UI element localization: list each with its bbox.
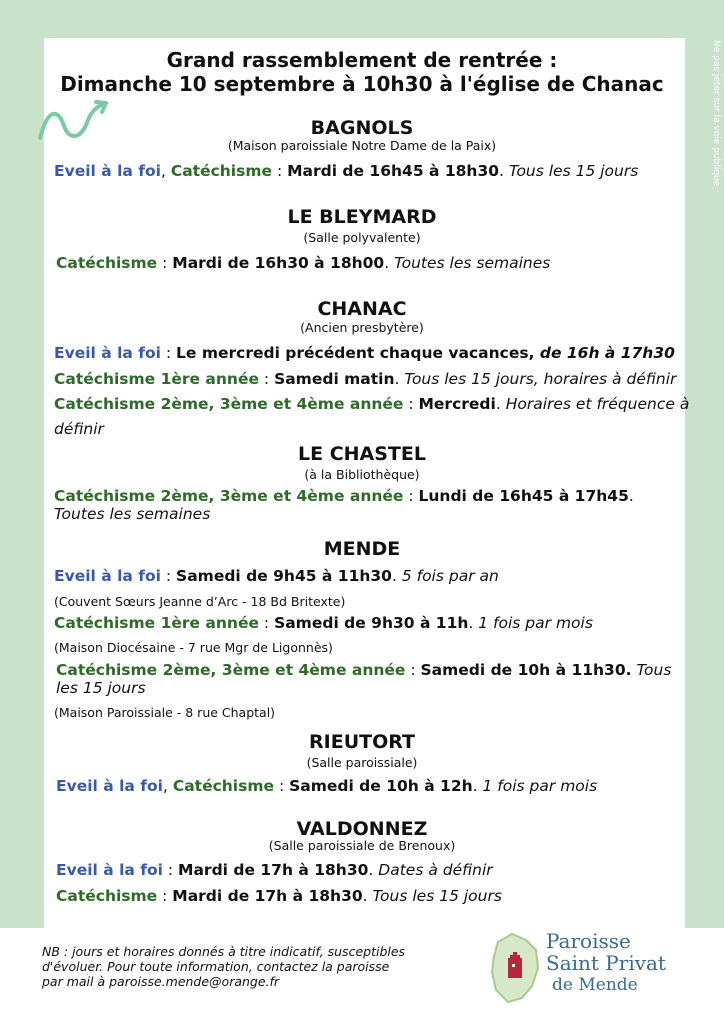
section-title-chanac: CHANAC: [317, 298, 407, 320]
section-place-chanac: (Ancien presbytère): [300, 320, 424, 335]
schedule-line-rieutort: Eveil à la foi, Catéchisme : Samedi de 10h à 12h. 1 fois par mois: [56, 777, 598, 795]
parish-logo-text: [546, 930, 666, 996]
section-place-rieutort: (Salle paroissiale): [306, 755, 418, 770]
parish-logo: [488, 928, 708, 1008]
schedule-line-chanac-3: Catéchisme 2ème, 3ème et 4ème année : Mercredi. Horaires et fréquence à: [54, 395, 690, 413]
parish-map-icon: [488, 928, 544, 1008]
section-place-bleymard: (Salle polyvalente): [303, 230, 421, 245]
section-title-rieutort: RIEUTORT: [309, 731, 415, 753]
schedule-line-chanac-1: Eveil à la foi : Le mercredi précédent chaque vacances, de 16h à 17h30: [54, 344, 675, 362]
place-mende-3: (Maison Paroissiale - 8 rue Chaptal): [54, 705, 276, 720]
schedule-line-valdonnez-2: Catéchisme : Mardi de 17h à 18h30. Tous les 15 jours: [56, 887, 502, 905]
section-place-bagnols: (Maison paroissiale Notre Dame de la Paix): [227, 138, 497, 153]
schedule-line-bagnols: Eveil à la foi, Catéchisme : Mardi de 16h45 à 18h30. Tous les 15 jours: [54, 162, 639, 180]
section-title-mende: MENDE: [323, 538, 401, 560]
logo-line2: Saint Privat: [546, 951, 666, 975]
schedule-line-chastel: Catéchisme 2ème, 3ème et 4ème année : Lundi de 16h45 à 17h45. Toutes les semaines: [54, 487, 634, 523]
footer-note: [42, 944, 442, 989]
schedule-line-valdonnez-1: Eveil à la foi : Mardi de 17h à 18h30. Dates à définir: [56, 861, 493, 879]
section-title-chastel: LE CHASTEL: [298, 443, 426, 465]
schedule-line-chanac-2: Catéchisme 1ère année : Samedi matin. Tous les 15 jours, horaires à définir: [54, 370, 677, 388]
logo-line3: de Mende: [552, 975, 638, 995]
schedule-line-mende-1: Eveil à la foi : Samedi de 9h45 à 11h30. 5 fois par an: [54, 567, 499, 585]
section-title-bleymard: LE BLEYMARD: [287, 206, 437, 228]
page-title-line1: Grand rassemblement de rentrée :: [166, 48, 558, 72]
page-title-line2: Dimanche 10 septembre à 10h30 à l'église de Chanac: [60, 72, 664, 96]
schedule-line-bleymard: Catéchisme : Mardi de 16h30 à 18h00. Toutes les semaines: [56, 254, 551, 272]
section-title-valdonnez: VALDONNEZ: [296, 818, 428, 840]
place-mende-1: (Couvent Sœurs Jeanne d’Arc - 18 Bd Britexte): [54, 594, 346, 609]
place-mende-2: (Maison Diocésaine - 7 rue Mgr de Ligonnès): [54, 640, 333, 655]
section-place-chastel: (à la Bibliothèque): [304, 467, 420, 482]
logo-line1: Paroisse: [546, 929, 631, 953]
section-place-valdonnez: (Salle paroissiale de Brenoux): [268, 838, 456, 853]
schedule-line-mende-2: Catéchisme 1ère année : Samedi de 9h30 à 11h. 1 fois par mois: [54, 614, 593, 632]
schedule-line-chanac-3-cont: définir: [54, 420, 104, 438]
footer-note-line3: par mail à paroisse.mende@orange.fr: [42, 974, 280, 989]
side-note: Ne pas jeter sur la voie publique: [711, 40, 721, 187]
section-title-bagnols: BAGNOLS: [310, 117, 414, 139]
footer-note-line2: d'évoluer. Pour toute information, contactez la paroisse: [42, 959, 390, 974]
schedule-line-mende-3: Catéchisme 2ème, 3ème et 4ème année : Samedi de 10h à 11h30. Tous les 15 jours: [56, 661, 672, 697]
footer-note-line1: NB : jours et horaires donnés à titre indicatif, susceptibles: [42, 944, 406, 959]
